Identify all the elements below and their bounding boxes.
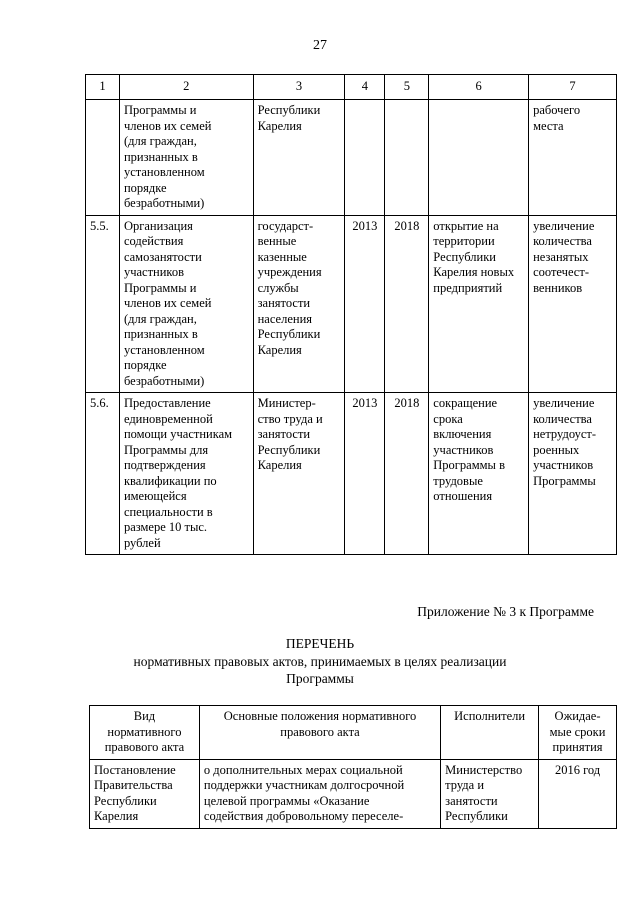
table-row: [86, 393, 617, 555]
measures-table: [85, 74, 617, 555]
column-header: 4: [345, 75, 385, 100]
table-row: [86, 215, 617, 393]
list-title: ПЕРЕЧЕНЬ: [285, 636, 355, 651]
executors-cell: Министерство труда и занятости Республики: [441, 759, 539, 828]
end-year: [385, 100, 429, 216]
end-year: 2018: [385, 215, 429, 393]
end-year: 2018: [385, 393, 429, 555]
result-cell: сокращение срока включения участников Программы в трудовые отношения: [429, 393, 529, 555]
column-header: Вид нормативного правового акта: [90, 706, 200, 760]
executor-cell: Министер- ство труда и занятости Республики Карелия: [253, 393, 345, 555]
indicator-cell: увеличение количества нетрудоуст- роенных участников Программы: [529, 393, 617, 555]
provisions-cell: о дополнительных мерах социальной поддержки участникам долгосрочной целевой программы «Оказание содействия добровольному переселе-: [199, 759, 440, 828]
column-header: 1: [86, 75, 120, 100]
column-header: 7: [529, 75, 617, 100]
table-row: [90, 759, 617, 828]
start-year: [345, 100, 385, 216]
event-cell: Организация содействия самозанятости участников Программы и членов их семей (для граждан, признанных в установленном порядке безработными): [119, 215, 253, 393]
column-header: 3: [253, 75, 345, 100]
result-cell: [429, 100, 529, 216]
list-subtitle-line2: Программы: [286, 671, 354, 686]
appendix-label: Приложение № 3 к Программе: [417, 604, 594, 619]
result-cell: открытие на территории Республики Карелия новых предприятий: [429, 215, 529, 393]
column-header: Основные положения нормативного правового акта: [199, 706, 440, 760]
list-subtitle: нормативных правовых актов, принимаемых в целях реализации: [133, 654, 507, 669]
start-year: 2013: [345, 393, 385, 555]
item-number: [86, 100, 120, 216]
item-number: 5.5.: [86, 215, 120, 393]
start-year: 2013: [345, 215, 385, 393]
column-header: Ожидае- мые сроки принятия: [539, 706, 617, 760]
act-kind-cell: Постановление Правительства Республики Карелия: [90, 759, 200, 828]
executor-cell: Республики Карелия: [253, 100, 345, 216]
event-cell: Программы и членов их семей (для граждан, признанных в установленном порядке безработными): [119, 100, 253, 216]
executor-cell: государст- венные казенные учреждения службы занятости населения Республики Карелия: [253, 215, 345, 393]
term-cell: 2016 год: [539, 759, 617, 828]
event-cell: Предоставление единовременной помощи участникам Программы для подтверждения квалификации по имеющейся специальности в размере 10 тыс. рублей: [119, 393, 253, 555]
column-header: 5: [385, 75, 429, 100]
page-number: 27: [313, 38, 327, 53]
item-number: 5.6.: [86, 393, 120, 555]
legal-acts-table: [89, 705, 617, 829]
indicator-cell: рабочего места: [529, 100, 617, 216]
column-header: 2: [119, 75, 253, 100]
indicator-cell: увеличение количества незанятых соотечест- венников: [529, 215, 617, 393]
column-header: Исполнители: [441, 706, 539, 760]
table-row: [86, 100, 617, 216]
table-header-row: [86, 75, 617, 100]
table-header-row: [90, 706, 617, 760]
column-header: 6: [429, 75, 529, 100]
